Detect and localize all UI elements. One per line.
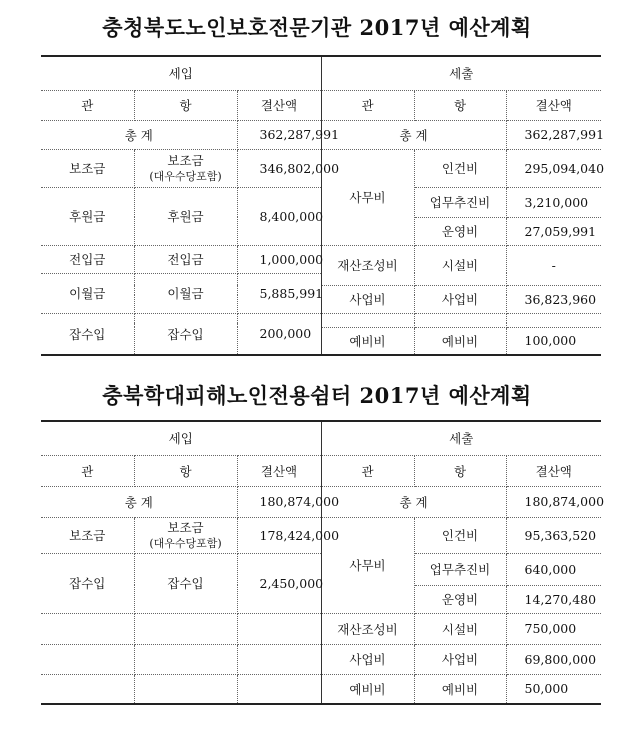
expense-hang: 사업비 [414, 644, 506, 674]
expense-amount: 100,000 [506, 327, 601, 355]
expense-hang: 사업비 [414, 285, 506, 313]
income-empty-cell [237, 613, 321, 644]
expense-total-amount: 180,874,000 [506, 486, 601, 517]
col-header-amount: 결산액 [506, 455, 601, 486]
expense-amount: - [506, 245, 601, 285]
income-gwan: 전입금 [41, 245, 134, 273]
income-empty-cell [134, 613, 237, 644]
expense-amount: 3,210,000 [506, 187, 601, 217]
income-amount: 178,424,000 [237, 517, 321, 553]
expense-gwan: 사무비 [321, 517, 414, 613]
income-amount: 200,000 [237, 313, 321, 355]
income-gwan: 이월금 [41, 273, 134, 313]
expense-gwan: 사업비 [321, 285, 414, 313]
expense-amount: 750,000 [506, 613, 601, 644]
income-hang [134, 517, 237, 553]
expense-hang: 운영비 [414, 585, 506, 613]
income-hang: 전입금 [134, 245, 237, 273]
expense-amount: 640,000 [506, 553, 601, 585]
budget-title-1: 충청북도노인보호전문기관 2017년 예산계획 [102, 15, 532, 40]
income-gwan: 잡수입 [41, 313, 134, 355]
income-hang: 이월금 [134, 273, 237, 313]
expense-amount: 14,270,480 [506, 585, 601, 613]
income-empty-cell [41, 674, 134, 704]
income-hang-sub: (대우수당포함) [149, 537, 222, 550]
col-header-hang: 항 [134, 90, 237, 120]
expense-header: 세출 [321, 421, 601, 455]
income-hang [134, 149, 237, 187]
expense-hang: 시설비 [414, 245, 506, 285]
income-hang-sub: (대우수당포함) [149, 170, 222, 183]
expense-hang: 예비비 [414, 674, 506, 704]
income-hang: 잡수입 [134, 313, 237, 355]
income-gwan: 보조금 [41, 149, 134, 187]
expense-amount: 69,800,000 [506, 644, 601, 674]
expense-spacer [506, 313, 601, 323]
expense-hang: 인건비 [414, 149, 506, 187]
income-amount: 5,885,991 [237, 273, 321, 313]
expense-gwan: 재산조성비 [321, 245, 414, 285]
budget-table-1 [41, 55, 605, 356]
income-header: 세입 [41, 56, 321, 90]
expense-total-amount: 362,287,991 [506, 120, 601, 149]
expense-total-label: 총 계 [321, 486, 506, 517]
income-empty-cell [41, 613, 134, 644]
income-hang: 잡수입 [134, 553, 237, 613]
income-empty-cell [237, 674, 321, 704]
income-hang-label: 보조금 [167, 153, 204, 168]
expense-total-label: 총 계 [321, 120, 506, 149]
income-empty-cell [41, 644, 134, 674]
income-header: 세입 [41, 421, 321, 455]
col-header-gwan: 관 [321, 455, 414, 486]
expense-amount: 295,094,040 [506, 149, 601, 187]
expense-gwan: 재산조성비 [321, 613, 414, 644]
income-amount: 8,400,000 [237, 187, 321, 245]
income-empty-cell [237, 644, 321, 674]
col-header-hang: 항 [414, 90, 506, 120]
income-amount: 2,450,000 [237, 553, 321, 613]
income-gwan: 후원금 [41, 187, 134, 245]
col-header-gwan: 관 [41, 455, 134, 486]
expense-gwan: 예비비 [321, 327, 414, 355]
expense-amount: 95,363,520 [506, 517, 601, 553]
col-header-hang: 항 [414, 455, 506, 486]
col-header-amount: 결산액 [237, 455, 321, 486]
income-amount: 1,000,000 [237, 245, 321, 273]
expense-hang: 운영비 [414, 217, 506, 245]
expense-hang: 예비비 [414, 327, 506, 355]
income-hang-label: 보조금 [167, 520, 204, 535]
income-total-label: 총 계 [41, 120, 237, 149]
expense-gwan: 사무비 [321, 149, 414, 245]
col-header-gwan: 관 [41, 90, 134, 120]
expense-hang: 인건비 [414, 517, 506, 553]
expense-spacer [321, 313, 414, 323]
expense-amount: 27,059,991 [506, 217, 601, 245]
income-gwan: 보조금 [41, 517, 134, 553]
expense-hang: 업무추진비 [414, 187, 506, 217]
expense-hang: 업무추진비 [414, 553, 506, 585]
expense-gwan: 사업비 [321, 644, 414, 674]
income-total-label: 총 계 [41, 486, 237, 517]
income-total-amount: 362,287,991 [237, 120, 321, 149]
expense-hang: 시설비 [414, 613, 506, 644]
col-header-amount: 결산액 [237, 90, 321, 120]
col-header-hang: 항 [134, 455, 237, 486]
expense-spacer [414, 313, 506, 323]
income-hang: 후원금 [134, 187, 237, 245]
income-empty-cell [134, 674, 237, 704]
expense-amount: 36,823,960 [506, 285, 601, 313]
col-header-amount: 결산액 [506, 90, 601, 120]
expense-gwan: 예비비 [321, 674, 414, 704]
expense-amount: 50,000 [506, 674, 601, 704]
budget-table-2 [41, 420, 605, 705]
income-empty-cell [134, 644, 237, 674]
income-gwan: 잡수입 [41, 553, 134, 613]
income-amount: 346,802,000 [237, 149, 321, 187]
col-header-gwan: 관 [321, 90, 414, 120]
budget-title-2: 충북학대피해노인전용쉼터 2017년 예산계획 [102, 383, 532, 408]
expense-header: 세출 [321, 56, 601, 90]
income-total-amount: 180,874,000 [237, 486, 321, 517]
